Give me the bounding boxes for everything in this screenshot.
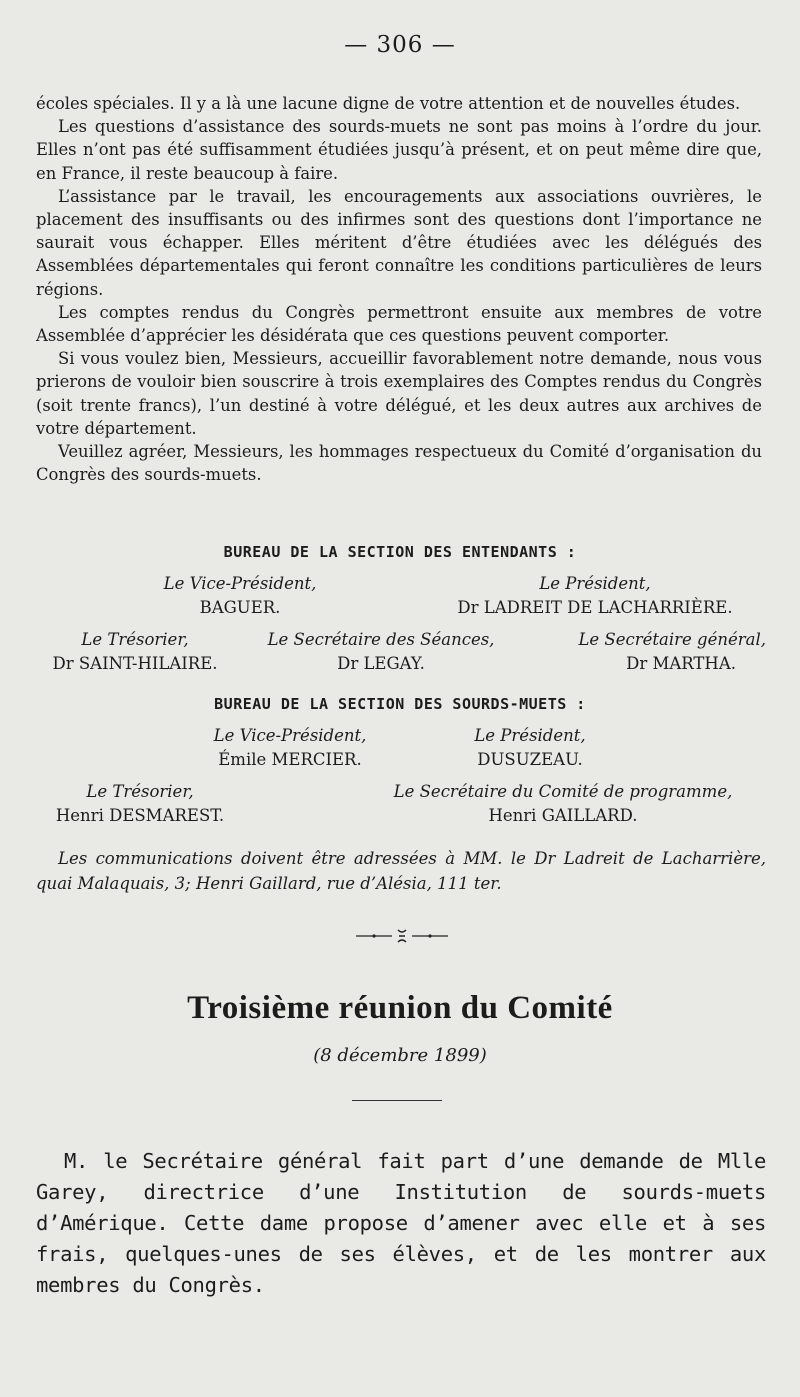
divider-rule	[352, 1100, 442, 1101]
page-number: — 306 —	[344, 32, 456, 58]
paragraph: écoles spéciales. Il y a là une lacune digne de votre attention et de nouvelles études.	[36, 94, 741, 113]
signature-tresorier	[30, 628, 240, 676]
signature-president	[420, 572, 770, 620]
signature-name: DUSUZEAU.	[477, 750, 583, 769]
paragraph: Les questions d’assistance des sourds-muets ne sont pas moins à l’ordre du jour. Elles n’ont pas été suffisamment étudiées jusqu’à présent, et on peut même dire que, en France, il reste beaucoup à faire.	[36, 117, 762, 183]
signature-name: BAGUER.	[199, 598, 281, 617]
signature-name: Dr SAINT-HILAIRE.	[52, 654, 218, 673]
signature-secretaire-general	[530, 628, 766, 676]
signature-vice-president	[180, 724, 400, 772]
signature-name: Émile MERCIER.	[218, 750, 362, 769]
signature-role: Le Secrétaire des Séances,	[267, 630, 495, 649]
paragraph: Si vous voulez bien, Messieurs, accueillir favorablement notre demande, nous vous prierons de vouloir bien souscrire à trois exemplaires des Comptes rendus du Congrès (soit trente francs), l’un destiné à votre délégué, et les deux autres aux archives de votre département.	[36, 349, 762, 438]
signature-name: Dr LADREIT DE LACHARRIÈRE.	[457, 598, 733, 617]
signature-role: Le Secrétaire général,	[578, 630, 766, 649]
signature-tresorier	[30, 780, 250, 828]
signature-role: Le Trésorier,	[81, 630, 189, 649]
signature-name: Dr MARTHA.	[626, 654, 736, 673]
final-paragraph: M. le Secrétaire général fait part d’une demande de Mlle Garey, directrice d’une Institution de sourds-muets d’Amérique. Cette dame propose d’amener avec elle et à ses frais, quelques-unes de ses élèves, et de les montrer aux membres du Congrès.	[36, 1149, 766, 1297]
communications-note: Les communications doivent être adressées à MM. le Dr Ladreit de Lacharrière, quai Malaquais, 3; Henri Gaillard, rue d’Alésia, 111 ter.	[36, 849, 766, 893]
bureau-entendants-heading: BUREAU DE LA SECTION DES ENTENDANTS :	[223, 543, 577, 561]
section-title: Troisième réunion du Comité	[187, 990, 613, 1026]
signature-name: Dr LEGAY.	[337, 654, 425, 673]
signature-role: Le Trésorier,	[86, 782, 194, 801]
paragraph: Les comptes rendus du Congrès permettront ensuite aux membres de votre Assemblée d’apprécier les désidérata que ces questions peuvent comporter.	[36, 302, 762, 346]
signature-president	[430, 724, 630, 772]
signature-role: Le Vice-Président,	[213, 726, 367, 745]
ornament-divider-icon	[354, 926, 450, 946]
signature-name: Henri DESMAREST.	[55, 806, 225, 825]
signature-role: Le Vice-Président,	[163, 574, 317, 593]
bureau-sourds-muets-heading: BUREAU DE LA SECTION DES SOURDS-MUETS :	[214, 695, 586, 713]
signature-name: Henri GAILLARD.	[488, 806, 638, 825]
signature-role: Le Président,	[539, 574, 651, 593]
signature-secretaire-programme	[356, 780, 770, 828]
signature-role: Le Secrétaire du Comité de programme,	[393, 782, 733, 801]
signature-vice-president	[120, 572, 360, 620]
paragraph: L’assistance par le travail, les encouragements aux associations ouvrières, le placement des insuffisants ou des infirmes sont des questions dont l’importance ne saurait vous échapper. Elles méritent d’être étudiées avec les délégués des Assemblées départementales qui feront connaître les conditions particulières de leurs régions.	[36, 186, 762, 299]
signature-role: Le Président,	[474, 726, 586, 745]
section-date: (8 décembre 1899)	[313, 1045, 487, 1066]
paragraph: Veuillez agréer, Messieurs, les hommages respectueux du Comité d’organisation du Congrès des sourds-muets.	[36, 442, 762, 485]
letter-body	[36, 92, 762, 486]
signature-secretaire-seances	[232, 628, 530, 676]
